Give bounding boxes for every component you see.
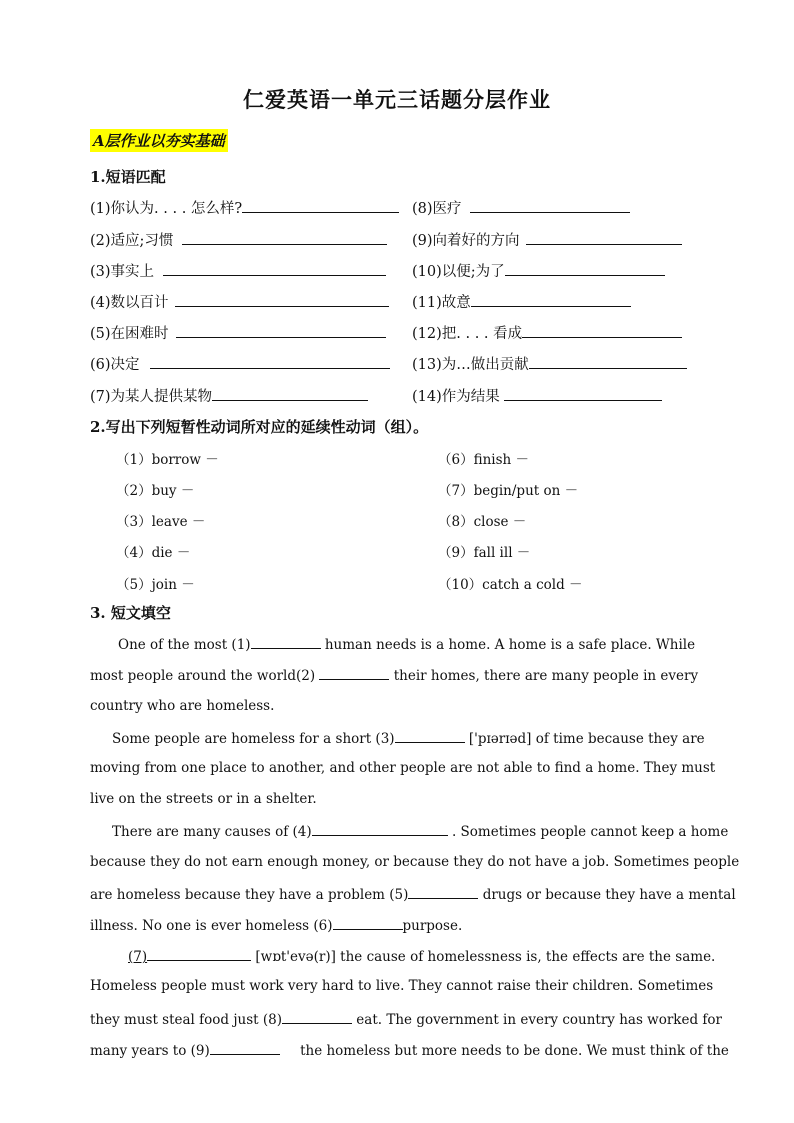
paragraph-line: (7) [wɒt'evə(r)] the cause of homelessness is, the effects are the same. [128,949,716,965]
paragraph-line: There are many causes of (4) . Sometimes people cannot keep a home [112,824,729,840]
q1-item-10: (10)以便;为了 [412,260,665,281]
q2-heading: 2.写出下列短暂性动词所对应的延续性动词（组）。 [90,418,429,436]
q1-item-9: (9)向着好的方向 [412,229,682,250]
paragraph-line: country who are homeless. [90,698,275,714]
q2-item-10: （10）catch a cold － [438,577,583,593]
q1-heading: 1.短语匹配 [90,168,166,186]
answer-blank[interactable] [150,354,390,369]
q1-item-1: (1)你认为. . . . 怎么样? [90,197,399,218]
paragraph-line: illness. No one is ever homeless (6) purpose. [90,918,463,934]
answer-blank[interactable] [176,323,386,338]
q2-item-2: （2）buy － [116,483,195,499]
q1-item-11: (11)故意 [412,291,631,312]
q3-heading: 3. 短文填空 [90,604,171,622]
answer-blank[interactable] [212,386,368,401]
q1-item-2: (2)适应;习惯 [90,229,387,250]
q2-item-3: （3）leave － [116,514,206,530]
paragraph-line: moving from one place to another, and other people are not able to find a home. They must [90,760,716,776]
q2-item-6: （6）finish － [438,452,530,468]
page-title: 仁爱英语一单元三话题分层作业 [243,87,551,112]
q2-item-5: （5）join － [116,577,195,593]
answer-blank[interactable] [147,947,251,961]
paragraph-line: One of the most (1) human needs is a home. A home is a safe place. While [118,637,696,653]
answer-blank[interactable] [312,822,448,836]
answer-blank[interactable] [504,386,662,401]
paragraph-line: are homeless because they have a problem (5) drugs or because they have a mental [90,887,736,903]
answer-blank[interactable] [175,292,389,307]
q1-item-13: (13)为…做出贡献 [412,353,687,374]
answer-blank[interactable] [242,198,399,213]
answer-blank[interactable] [395,729,465,743]
q1-item-4: (4)数以百计 [90,291,389,312]
q1-item-8: (8)医疗 [412,197,630,218]
q2-item-4: （4）die － [116,545,191,561]
answer-blank[interactable] [408,885,478,899]
answer-blank[interactable] [526,230,682,245]
q1-item-12: (12)把. . . . 看成 [412,322,682,343]
q1-item-6: (6)决定 [90,353,390,374]
answer-blank[interactable] [470,198,630,213]
answer-blank[interactable] [319,666,389,680]
q1-item-14: (14)作为结果 [412,385,662,406]
q2-item-8: （8）close － [438,514,527,530]
answer-blank[interactable] [471,292,631,307]
answer-blank[interactable] [163,261,386,276]
answer-blank[interactable] [529,354,687,369]
answer-blank[interactable] [282,1010,352,1024]
section-a-label: A层作业以夯实基础 [90,129,228,152]
paragraph-line: many years to (9) the homeless but more needs to be done. We must think of the [90,1043,729,1059]
paragraph-line: they must steal food just (8) eat. The government in every country has worked for [90,1012,722,1028]
paragraph-line: Homeless people must work very hard to live. They cannot raise their children. Sometimes [90,978,714,994]
q1-item-7: (7)为某人提供某物 [90,385,368,406]
answer-blank[interactable] [333,916,403,930]
answer-blank[interactable] [505,261,665,276]
paragraph-line: live on the streets or in a shelter. [90,791,317,807]
paragraph-line: because they do not earn enough money, or because they do not have a job. Sometimes people [90,854,740,870]
q1-item-5: (5)在困难时 [90,322,386,343]
paragraph-line: Some people are homeless for a short (3) ['pɪərɪəd] of time because they are [112,731,705,747]
answer-blank[interactable] [182,230,387,245]
paragraph-line: most people around the world(2) their homes, there are many people in every [90,668,699,684]
q2-item-9: （9）fall ill － [438,545,531,561]
answer-blank[interactable] [251,635,321,649]
q2-item-1: （1）borrow － [116,452,219,468]
answer-blank[interactable] [210,1041,280,1055]
q1-item-3: (3)事实上 [90,260,386,281]
answer-blank[interactable] [522,323,682,338]
q2-item-7: （7）begin/put on － [438,483,579,499]
